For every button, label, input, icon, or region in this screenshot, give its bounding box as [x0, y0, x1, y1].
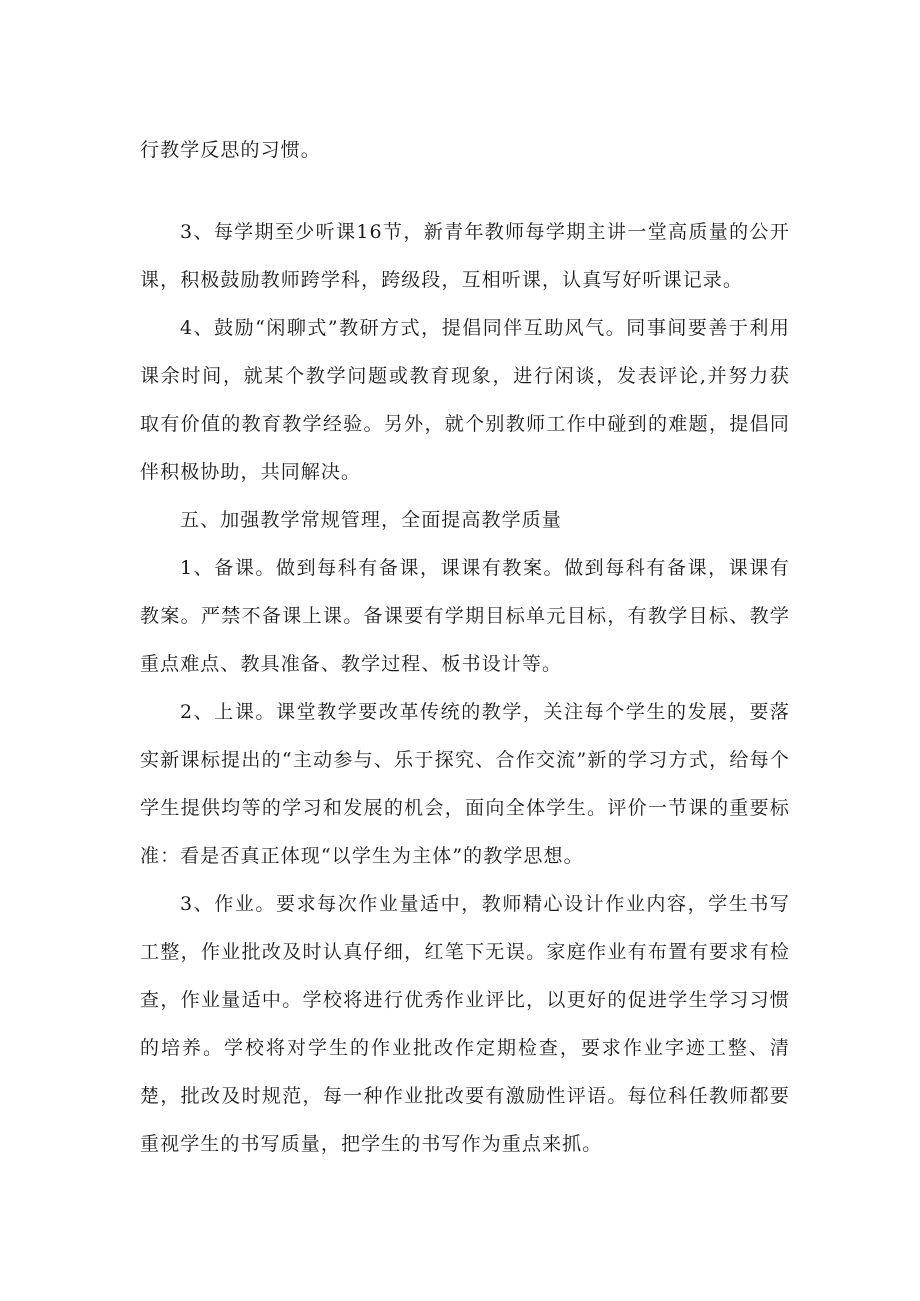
section-heading-5: 五、加强教学常规管理，全面提高教学质量: [180, 509, 562, 531]
paragraph-item-4-casual-research: 4、鼓励“闲聊式”教研方式，提倡同伴互助风气。同事间要善于利用课余时间，就某个教学问题或教育现象，进行闲谈，发表评论,并努力获取有价值的教育教学经验。另外，就个别教师工作中碰到的难题，提倡同伴积极协助，共同解决。: [140, 317, 790, 483]
paragraph-item-1-lesson-prep: 1、备课。做到每科有备课，课课有教案。做到每科有备课，课课有教案。严禁不备课上课。备课要有学期目标单元目标，有教学目标、教学重点难点、教具准备、教学过程、板书设计等。: [140, 557, 790, 675]
document-body: [140, 126, 790, 1168]
paragraph-item-3-homework: 3、作业。要求每次作业量适中，教师精心设计作业内容，学生书写工整，作业批改及时认真仔细，红笔下无误。家庭作业有布置有要求有检查，作业量适中。学校将进行优秀作业评比，以更好的促进学生学习习惯的培养。学校将对学生的作业批改作定期检查，要求作业字迹工整、清楚，批改及时规范，每一种作业批改要有激励性评语。每位科任教师都要重视学生的书写质量，把学生的书写作为重点来抓。: [140, 893, 790, 1155]
paragraph-continuation: 行教学反思的习惯。: [140, 139, 321, 161]
paragraph-item-2-teaching: 2、上课。课堂教学要改革传统的教学，关注每个学生的发展，要落实新课标提出的“主动参与、乐于探究、合作交流”新的学习方式，给每个学生提供均等的学习和发展的机会，面向全体学生。评价一节课的重要标准：看是否真正体现“以学生为主体”的教学思想。: [140, 701, 790, 867]
paragraph-item-3-observation: 3、每学期至少听课16节，新青年教师每学期主讲一堂高质量的公开课，积极鼓励教师跨学科，跨级段，互相听课，认真写好听课记录。: [140, 221, 790, 291]
